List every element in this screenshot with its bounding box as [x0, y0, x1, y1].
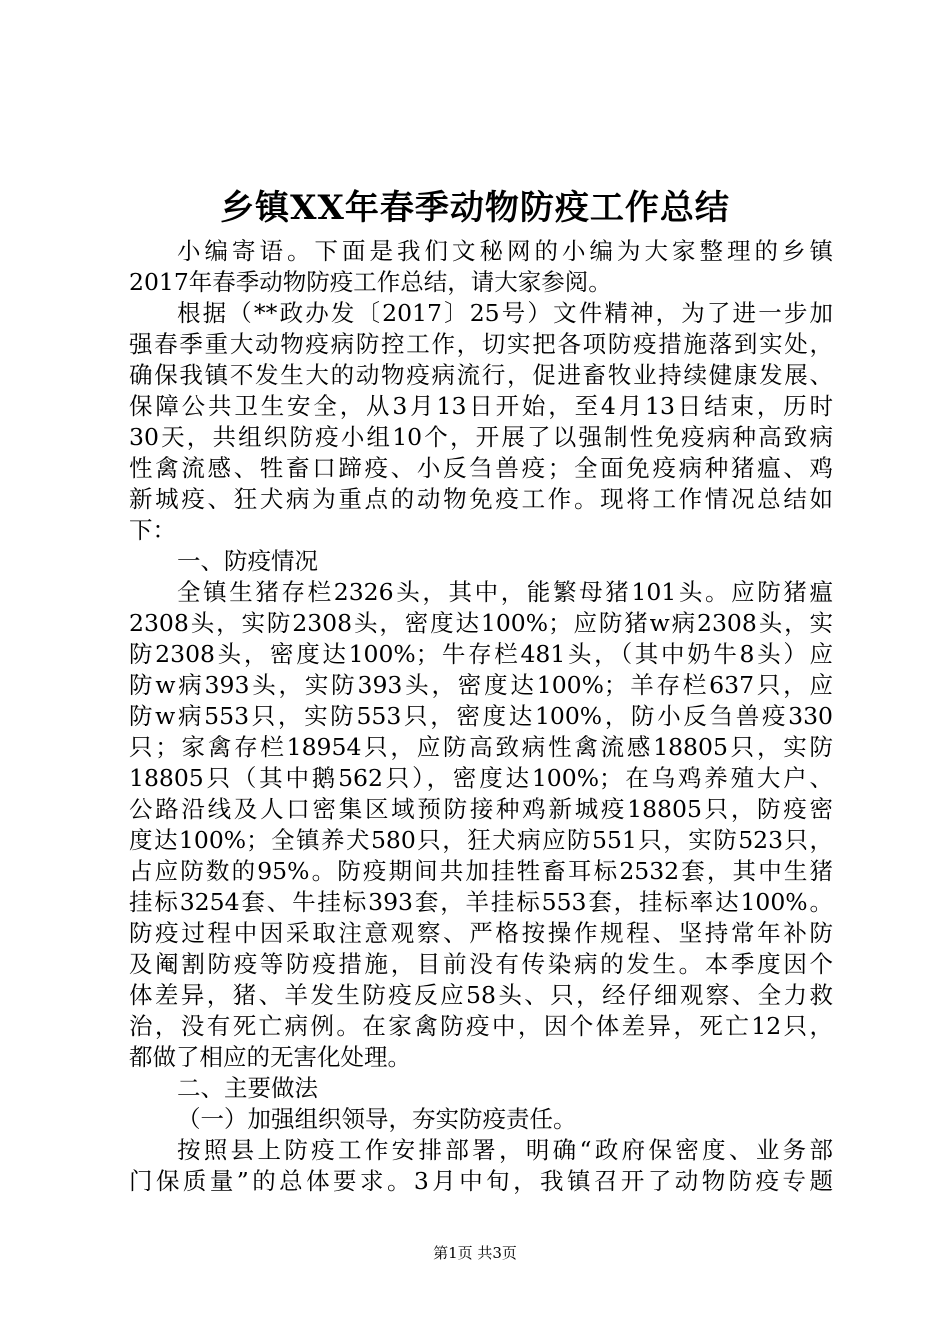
paragraph-line: 都做了相应的无害化处理。 — [129, 1043, 411, 1071]
subsection-heading: （一）加强组织领导，夯实防疫责任。 — [177, 1105, 577, 1133]
section-heading: 一、防疫情况 — [177, 547, 318, 575]
page-number-footer: 第1页 共3页 — [433, 1244, 517, 1262]
paragraph-line: 30天，共组织防疫小组10个，开展了以强制性免疫病种高致病 — [129, 423, 833, 451]
paragraph-line: 2017年春季动物防疫工作总结，请大家参阅。 — [129, 268, 612, 296]
paragraph-line: 挂标3254套、牛挂标393套，羊挂标553套，挂标率达100%。 — [129, 888, 833, 916]
paragraph-line: 防2308头，密度达100%；牛存栏481头，（其中奶牛8头）应 — [129, 640, 833, 668]
document-body — [129, 236, 833, 1197]
paragraph-line: 确保我镇不发生大的动物疫病流行，促进畜牧业持续健康发展、 — [129, 361, 833, 389]
paragraph-line: 根据（**政办发〔2017〕25号）文件精神，为了进一步加 — [177, 299, 833, 327]
paragraph-line: 及阉割防疫等防疫措施，目前没有传染病的发生。本季度因个 — [129, 950, 833, 978]
document-title: 乡镇XX年春季动物防疫工作总结 — [220, 188, 730, 228]
paragraph-line: 防w病553只，实防553只，密度达100%，防小反刍兽疫330 — [129, 702, 833, 730]
paragraph-line: 全镇生猪存栏2326头，其中，能繁母猪101头。应防猪瘟 — [177, 578, 833, 606]
paragraph-line: 按照县上防疫工作安排部署，明确“政府保密度、业务部 — [177, 1136, 833, 1164]
paragraph-line: 新城疫、狂犬病为重点的动物免疫工作。现将工作情况总结如 — [129, 485, 833, 513]
paragraph-line: 门保质量”的总体要求。3月中旬，我镇召开了动物防疫专题 — [129, 1167, 833, 1195]
paragraph-line: 度达100%；全镇养犬580只，狂犬病应防551只，实防523只， — [129, 826, 833, 854]
paragraph-line: 治，没有死亡病例。在家禽防疫中，因个体差异，死亡12只， — [129, 1012, 833, 1040]
paragraph-line: 强春季重大动物疫病防控工作，切实把各项防疫措施落到实处， — [129, 330, 833, 358]
paragraph-line: 小编寄语。下面是我们文秘网的小编为大家整理的乡镇 — [177, 237, 833, 265]
paragraph-line: 公路沿线及人口密集区域预防接种鸡新城疫18805只，防疫密 — [129, 795, 833, 823]
paragraph-line: 体差异，猪、羊发生防疫反应58头、只，经仔细观察、全力救 — [129, 981, 833, 1009]
paragraph-line: 18805只（其中鹅562只），密度达100%；在乌鸡养殖大户、 — [129, 764, 833, 792]
paragraph-line: 下： — [129, 516, 176, 544]
section-heading: 二、主要做法 — [177, 1074, 318, 1102]
paragraph-line: 保障公共卫生安全，从3月13日开始，至4月13日结束，历时 — [129, 392, 833, 420]
paragraph-line: 防w病393头，实防393头，密度达100%；羊存栏637只，应 — [129, 671, 833, 699]
paragraph-line: 只；家禽存栏18954只，应防高致病性禽流感18805只，实防 — [129, 733, 833, 761]
paragraph-line: 性禽流感、牲畜口蹄疫、小反刍兽疫；全面免疫病种猪瘟、鸡 — [129, 454, 833, 482]
paragraph-line: 防疫过程中因采取注意观察、严格按操作规程、坚持常年补防 — [129, 919, 833, 947]
paragraph-line: 2308头，实防2308头，密度达100%；应防猪w病2308头，实 — [129, 609, 833, 637]
paragraph-line: 占应防数的95%。防疫期间共加挂牲畜耳标2532套，其中生猪 — [129, 857, 833, 885]
